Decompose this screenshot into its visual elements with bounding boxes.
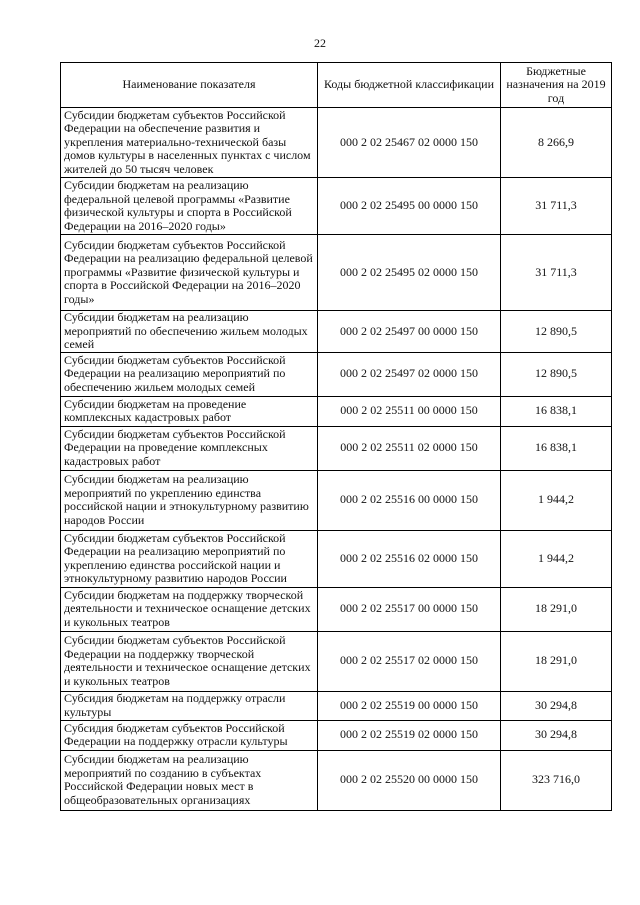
row-indicator-name: Субсидии бюджетам на проведение комплексных кадастровых работ [61,396,318,426]
row-budget-amount: 18 291,0 [501,587,612,631]
row-indicator-name: Субсидии бюджетам на поддержку творческой деятельности и техническое оснащение детских и кукольных театров [61,587,318,631]
row-budget-amount: 323 716,0 [501,750,612,810]
row-indicator-name: Субсидии бюджетам субъектов Российской Федерации на реализацию федеральной целевой программы «Развитие физической культуры и спорта в Российской Федерации на 2016–2020 годы» [61,235,318,311]
table-row [61,631,612,691]
row-indicator-name: Субсидия бюджетам на поддержку отрасли культуры [61,691,318,720]
row-budget-amount: 12 890,5 [501,311,612,353]
table-row [61,235,612,311]
table-row [61,720,612,750]
row-indicator-name: Субсидии бюджетам на реализацию мероприятий по созданию в субъектах Российской Федерации новых мест в общеобразовательных организациях [61,750,318,810]
header-row [61,63,612,108]
table-row [61,396,612,426]
table-body [61,108,612,811]
row-budget-amount: 1 944,2 [501,470,612,530]
row-classification-code: 000 2 02 25497 02 0000 150 [318,352,501,396]
row-budget-amount: 12 890,5 [501,352,612,396]
table-row [61,108,612,178]
table-row [61,587,612,631]
table-row [61,530,612,587]
row-indicator-name: Субсидия бюджетам субъектов Российской Федерации на поддержку отрасли культуры [61,720,318,750]
row-budget-amount: 16 838,1 [501,426,612,470]
table-row [61,352,612,396]
table-row [61,178,612,235]
row-classification-code: 000 2 02 25467 02 0000 150 [318,108,501,178]
table-header [61,63,612,108]
row-indicator-name: Субсидии бюджетам на реализацию мероприятий по обеспечению жильем молодых семей [61,311,318,353]
page-number: 22 [314,36,326,50]
row-classification-code: 000 2 02 25495 02 0000 150 [318,235,501,311]
header-name: Наименование показателя [61,63,318,108]
row-budget-amount: 30 294,8 [501,720,612,750]
table-row [61,691,612,720]
row-budget-amount: 31 711,3 [501,235,612,311]
row-indicator-name: Субсидии бюджетам субъектов Российской Федерации на поддержку творческой деятельности и техническое оснащение детских и кукольных театров [61,631,318,691]
row-budget-amount: 8 266,9 [501,108,612,178]
row-classification-code: 000 2 02 25520 00 0000 150 [318,750,501,810]
budget-table [60,62,612,811]
row-indicator-name: Субсидии бюджетам субъектов Российской Федерации на реализацию мероприятий по обеспечению жильем молодых семей [61,352,318,396]
row-classification-code: 000 2 02 25517 02 0000 150 [318,631,501,691]
table-row [61,311,612,353]
header-code: Коды бюджетной классификации [318,63,501,108]
row-classification-code: 000 2 02 25511 00 0000 150 [318,396,501,426]
table-row [61,750,612,810]
row-classification-code: 000 2 02 25497 00 0000 150 [318,311,501,353]
row-indicator-name: Субсидии бюджетам на реализацию федеральной целевой программы «Развитие физической культуры и спорта в Российской Федерации на 2016–2020 годы» [61,178,318,235]
table-row [61,426,612,470]
row-classification-code: 000 2 02 25511 02 0000 150 [318,426,501,470]
row-budget-amount: 18 291,0 [501,631,612,691]
row-budget-amount: 1 944,2 [501,530,612,587]
row-indicator-name: Субсидии бюджетам субъектов Российской Федерации на обеспечение развития и укрепления материально-технической базы домов культуры в населенных пунктах с числом жителей до 50 тысяч человек [61,108,318,178]
row-budget-amount: 31 711,3 [501,178,612,235]
row-classification-code: 000 2 02 25516 00 0000 150 [318,470,501,530]
row-indicator-name: Субсидии бюджетам субъектов Российской Федерации на проведение комплексных кадастровых работ [61,426,318,470]
row-indicator-name: Субсидии бюджетам на реализацию мероприятий по укреплению единства российской нации и этнокультурному развитию народов России [61,470,318,530]
row-classification-code: 000 2 02 25517 00 0000 150 [318,587,501,631]
table-row [61,470,612,530]
row-budget-amount: 30 294,8 [501,691,612,720]
row-classification-code: 000 2 02 25516 02 0000 150 [318,530,501,587]
row-indicator-name: Субсидии бюджетам субъектов Российской Федерации на реализацию мероприятий по укреплению единства российской нации и этнокультурному развитию народов России [61,530,318,587]
row-budget-amount: 16 838,1 [501,396,612,426]
row-classification-code: 000 2 02 25519 02 0000 150 [318,720,501,750]
row-classification-code: 000 2 02 25495 00 0000 150 [318,178,501,235]
header-amount: Бюджетные назначения на 2019 год [501,63,612,108]
row-classification-code: 000 2 02 25519 00 0000 150 [318,691,501,720]
